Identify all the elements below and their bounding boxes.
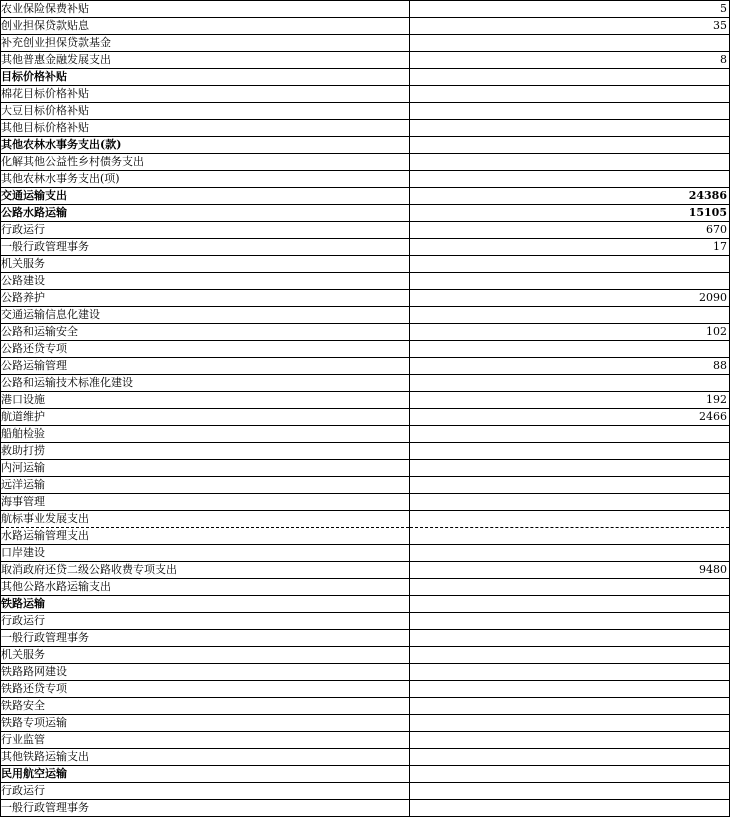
item-name-cell: 一般行政管理事务 bbox=[1, 239, 410, 256]
item-name-cell: 目标价格补贴 bbox=[1, 69, 410, 86]
amount-cell bbox=[410, 494, 730, 511]
table-row bbox=[1, 392, 730, 409]
item-name-cell: 其他农林水事务支出(款) bbox=[1, 137, 410, 154]
item-name-cell: 交通运输支出 bbox=[1, 188, 410, 205]
amount-cell bbox=[410, 341, 730, 358]
item-name-cell: 创业担保贷款贴息 bbox=[1, 18, 410, 35]
item-name-cell: 航标事业发展支出 bbox=[1, 511, 410, 528]
item-name-cell: 机关服务 bbox=[1, 256, 410, 273]
table-row bbox=[1, 443, 730, 460]
amount-cell bbox=[410, 256, 730, 273]
table-row bbox=[1, 800, 730, 817]
amount-cell bbox=[410, 715, 730, 732]
item-name-cell: 一般行政管理事务 bbox=[1, 630, 410, 647]
amount-cell bbox=[410, 749, 730, 766]
item-name-cell: 铁路路网建设 bbox=[1, 664, 410, 681]
item-name-cell: 农业保险保费补贴 bbox=[1, 1, 410, 18]
table-row bbox=[1, 35, 730, 52]
item-name-cell: 内河运输 bbox=[1, 460, 410, 477]
item-name-cell: 公路建设 bbox=[1, 273, 410, 290]
table-row bbox=[1, 137, 730, 154]
amount-cell bbox=[410, 103, 730, 120]
item-name-cell: 水路运输管理支出 bbox=[1, 528, 410, 545]
amount-cell bbox=[410, 630, 730, 647]
table-row bbox=[1, 579, 730, 596]
item-name-cell: 行业监管 bbox=[1, 732, 410, 749]
amount-cell: 670 bbox=[410, 222, 730, 239]
amount-cell bbox=[410, 273, 730, 290]
amount-cell bbox=[410, 800, 730, 817]
amount-cell bbox=[410, 120, 730, 137]
table-row bbox=[1, 681, 730, 698]
item-name-cell: 其他目标价格补贴 bbox=[1, 120, 410, 137]
amount-cell: 9480 bbox=[410, 562, 730, 579]
table-row bbox=[1, 494, 730, 511]
amount-cell bbox=[410, 596, 730, 613]
amount-cell bbox=[410, 171, 730, 188]
amount-cell bbox=[410, 154, 730, 171]
table-row bbox=[1, 18, 730, 35]
item-name-cell: 公路运输管理 bbox=[1, 358, 410, 375]
amount-cell bbox=[410, 375, 730, 392]
item-name-cell: 一般行政管理事务 bbox=[1, 800, 410, 817]
amount-cell: 24386 bbox=[410, 188, 730, 205]
table-row bbox=[1, 766, 730, 783]
item-name-cell: 交通运输信息化建设 bbox=[1, 307, 410, 324]
amount-cell: 8 bbox=[410, 52, 730, 69]
table-row bbox=[1, 409, 730, 426]
table-row bbox=[1, 647, 730, 664]
table-row bbox=[1, 477, 730, 494]
item-name-cell: 海事管理 bbox=[1, 494, 410, 511]
amount-cell bbox=[410, 69, 730, 86]
item-name-cell: 公路还贷专项 bbox=[1, 341, 410, 358]
table-row bbox=[1, 596, 730, 613]
item-name-cell: 公路水路运输 bbox=[1, 205, 410, 222]
amount-cell bbox=[410, 528, 730, 545]
item-name-cell: 补充创业担保贷款基金 bbox=[1, 35, 410, 52]
table-row bbox=[1, 783, 730, 800]
item-name-cell: 救助打捞 bbox=[1, 443, 410, 460]
item-name-cell: 行政运行 bbox=[1, 783, 410, 800]
amount-cell bbox=[410, 460, 730, 477]
table-row bbox=[1, 630, 730, 647]
amount-cell: 17 bbox=[410, 239, 730, 256]
item-name-cell: 远洋运输 bbox=[1, 477, 410, 494]
item-name-cell: 民用航空运输 bbox=[1, 766, 410, 783]
item-name-cell: 机关服务 bbox=[1, 647, 410, 664]
item-name-cell: 其他铁路运输支出 bbox=[1, 749, 410, 766]
item-name-cell: 行政运行 bbox=[1, 222, 410, 239]
item-name-cell: 其他农林水事务支出(项) bbox=[1, 171, 410, 188]
amount-cell: 5 bbox=[410, 1, 730, 18]
amount-cell bbox=[410, 732, 730, 749]
table-row bbox=[1, 256, 730, 273]
table-row bbox=[1, 103, 730, 120]
item-name-cell: 公路和运输安全 bbox=[1, 324, 410, 341]
table-row bbox=[1, 86, 730, 103]
table-row bbox=[1, 188, 730, 205]
table-row bbox=[1, 290, 730, 307]
item-name-cell: 公路和运输技术标准化建设 bbox=[1, 375, 410, 392]
amount-cell bbox=[410, 783, 730, 800]
item-name-cell: 航道维护 bbox=[1, 409, 410, 426]
amount-cell bbox=[410, 766, 730, 783]
item-name-cell: 港口设施 bbox=[1, 392, 410, 409]
amount-cell bbox=[410, 579, 730, 596]
table-row bbox=[1, 375, 730, 392]
table-row bbox=[1, 1, 730, 18]
table-row bbox=[1, 171, 730, 188]
amount-cell bbox=[410, 426, 730, 443]
item-name-cell: 行政运行 bbox=[1, 613, 410, 630]
item-name-cell: 口岸建设 bbox=[1, 545, 410, 562]
table-row bbox=[1, 715, 730, 732]
item-name-cell: 取消政府还贷二级公路收费专项支出 bbox=[1, 562, 410, 579]
table-row bbox=[1, 732, 730, 749]
table-row bbox=[1, 426, 730, 443]
table-row bbox=[1, 69, 730, 86]
amount-cell: 2090 bbox=[410, 290, 730, 307]
item-name-cell: 其他普惠金融发展支出 bbox=[1, 52, 410, 69]
table-row bbox=[1, 120, 730, 137]
table-row bbox=[1, 307, 730, 324]
table-row bbox=[1, 562, 730, 579]
item-name-cell: 铁路还贷专项 bbox=[1, 681, 410, 698]
table-row bbox=[1, 52, 730, 69]
table-row bbox=[1, 341, 730, 358]
table-row bbox=[1, 273, 730, 290]
table-row bbox=[1, 749, 730, 766]
item-name-cell: 其他公路水路运输支出 bbox=[1, 579, 410, 596]
table-row bbox=[1, 528, 730, 545]
item-name-cell: 铁路运输 bbox=[1, 596, 410, 613]
amount-cell: 88 bbox=[410, 358, 730, 375]
table-row bbox=[1, 324, 730, 341]
amount-cell bbox=[410, 647, 730, 664]
item-name-cell: 船舶检验 bbox=[1, 426, 410, 443]
amount-cell bbox=[410, 545, 730, 562]
item-name-cell: 棉花目标价格补贴 bbox=[1, 86, 410, 103]
item-name-cell: 大豆目标价格补贴 bbox=[1, 103, 410, 120]
table-row bbox=[1, 545, 730, 562]
table-row bbox=[1, 239, 730, 256]
amount-cell: 192 bbox=[410, 392, 730, 409]
item-name-cell: 铁路专项运输 bbox=[1, 715, 410, 732]
amount-cell: 15105 bbox=[410, 205, 730, 222]
amount-cell bbox=[410, 664, 730, 681]
amount-cell bbox=[410, 511, 730, 528]
amount-cell bbox=[410, 477, 730, 494]
table-row bbox=[1, 698, 730, 715]
amount-cell bbox=[410, 86, 730, 103]
table-body bbox=[1, 1, 730, 817]
amount-cell bbox=[410, 681, 730, 698]
table-row bbox=[1, 154, 730, 171]
item-name-cell: 铁路安全 bbox=[1, 698, 410, 715]
amount-cell bbox=[410, 698, 730, 715]
amount-cell bbox=[410, 35, 730, 52]
amount-cell: 102 bbox=[410, 324, 730, 341]
table-row bbox=[1, 358, 730, 375]
item-name-cell: 化解其他公益性乡村债务支出 bbox=[1, 154, 410, 171]
table-row bbox=[1, 511, 730, 528]
table-row bbox=[1, 664, 730, 681]
amount-cell: 2466 bbox=[410, 409, 730, 426]
amount-cell: 35 bbox=[410, 18, 730, 35]
amount-cell bbox=[410, 613, 730, 630]
table-row bbox=[1, 613, 730, 630]
table-row bbox=[1, 460, 730, 477]
table-row bbox=[1, 205, 730, 222]
amount-cell bbox=[410, 307, 730, 324]
item-name-cell: 公路养护 bbox=[1, 290, 410, 307]
amount-cell bbox=[410, 443, 730, 460]
amount-cell bbox=[410, 137, 730, 154]
table-row bbox=[1, 222, 730, 239]
